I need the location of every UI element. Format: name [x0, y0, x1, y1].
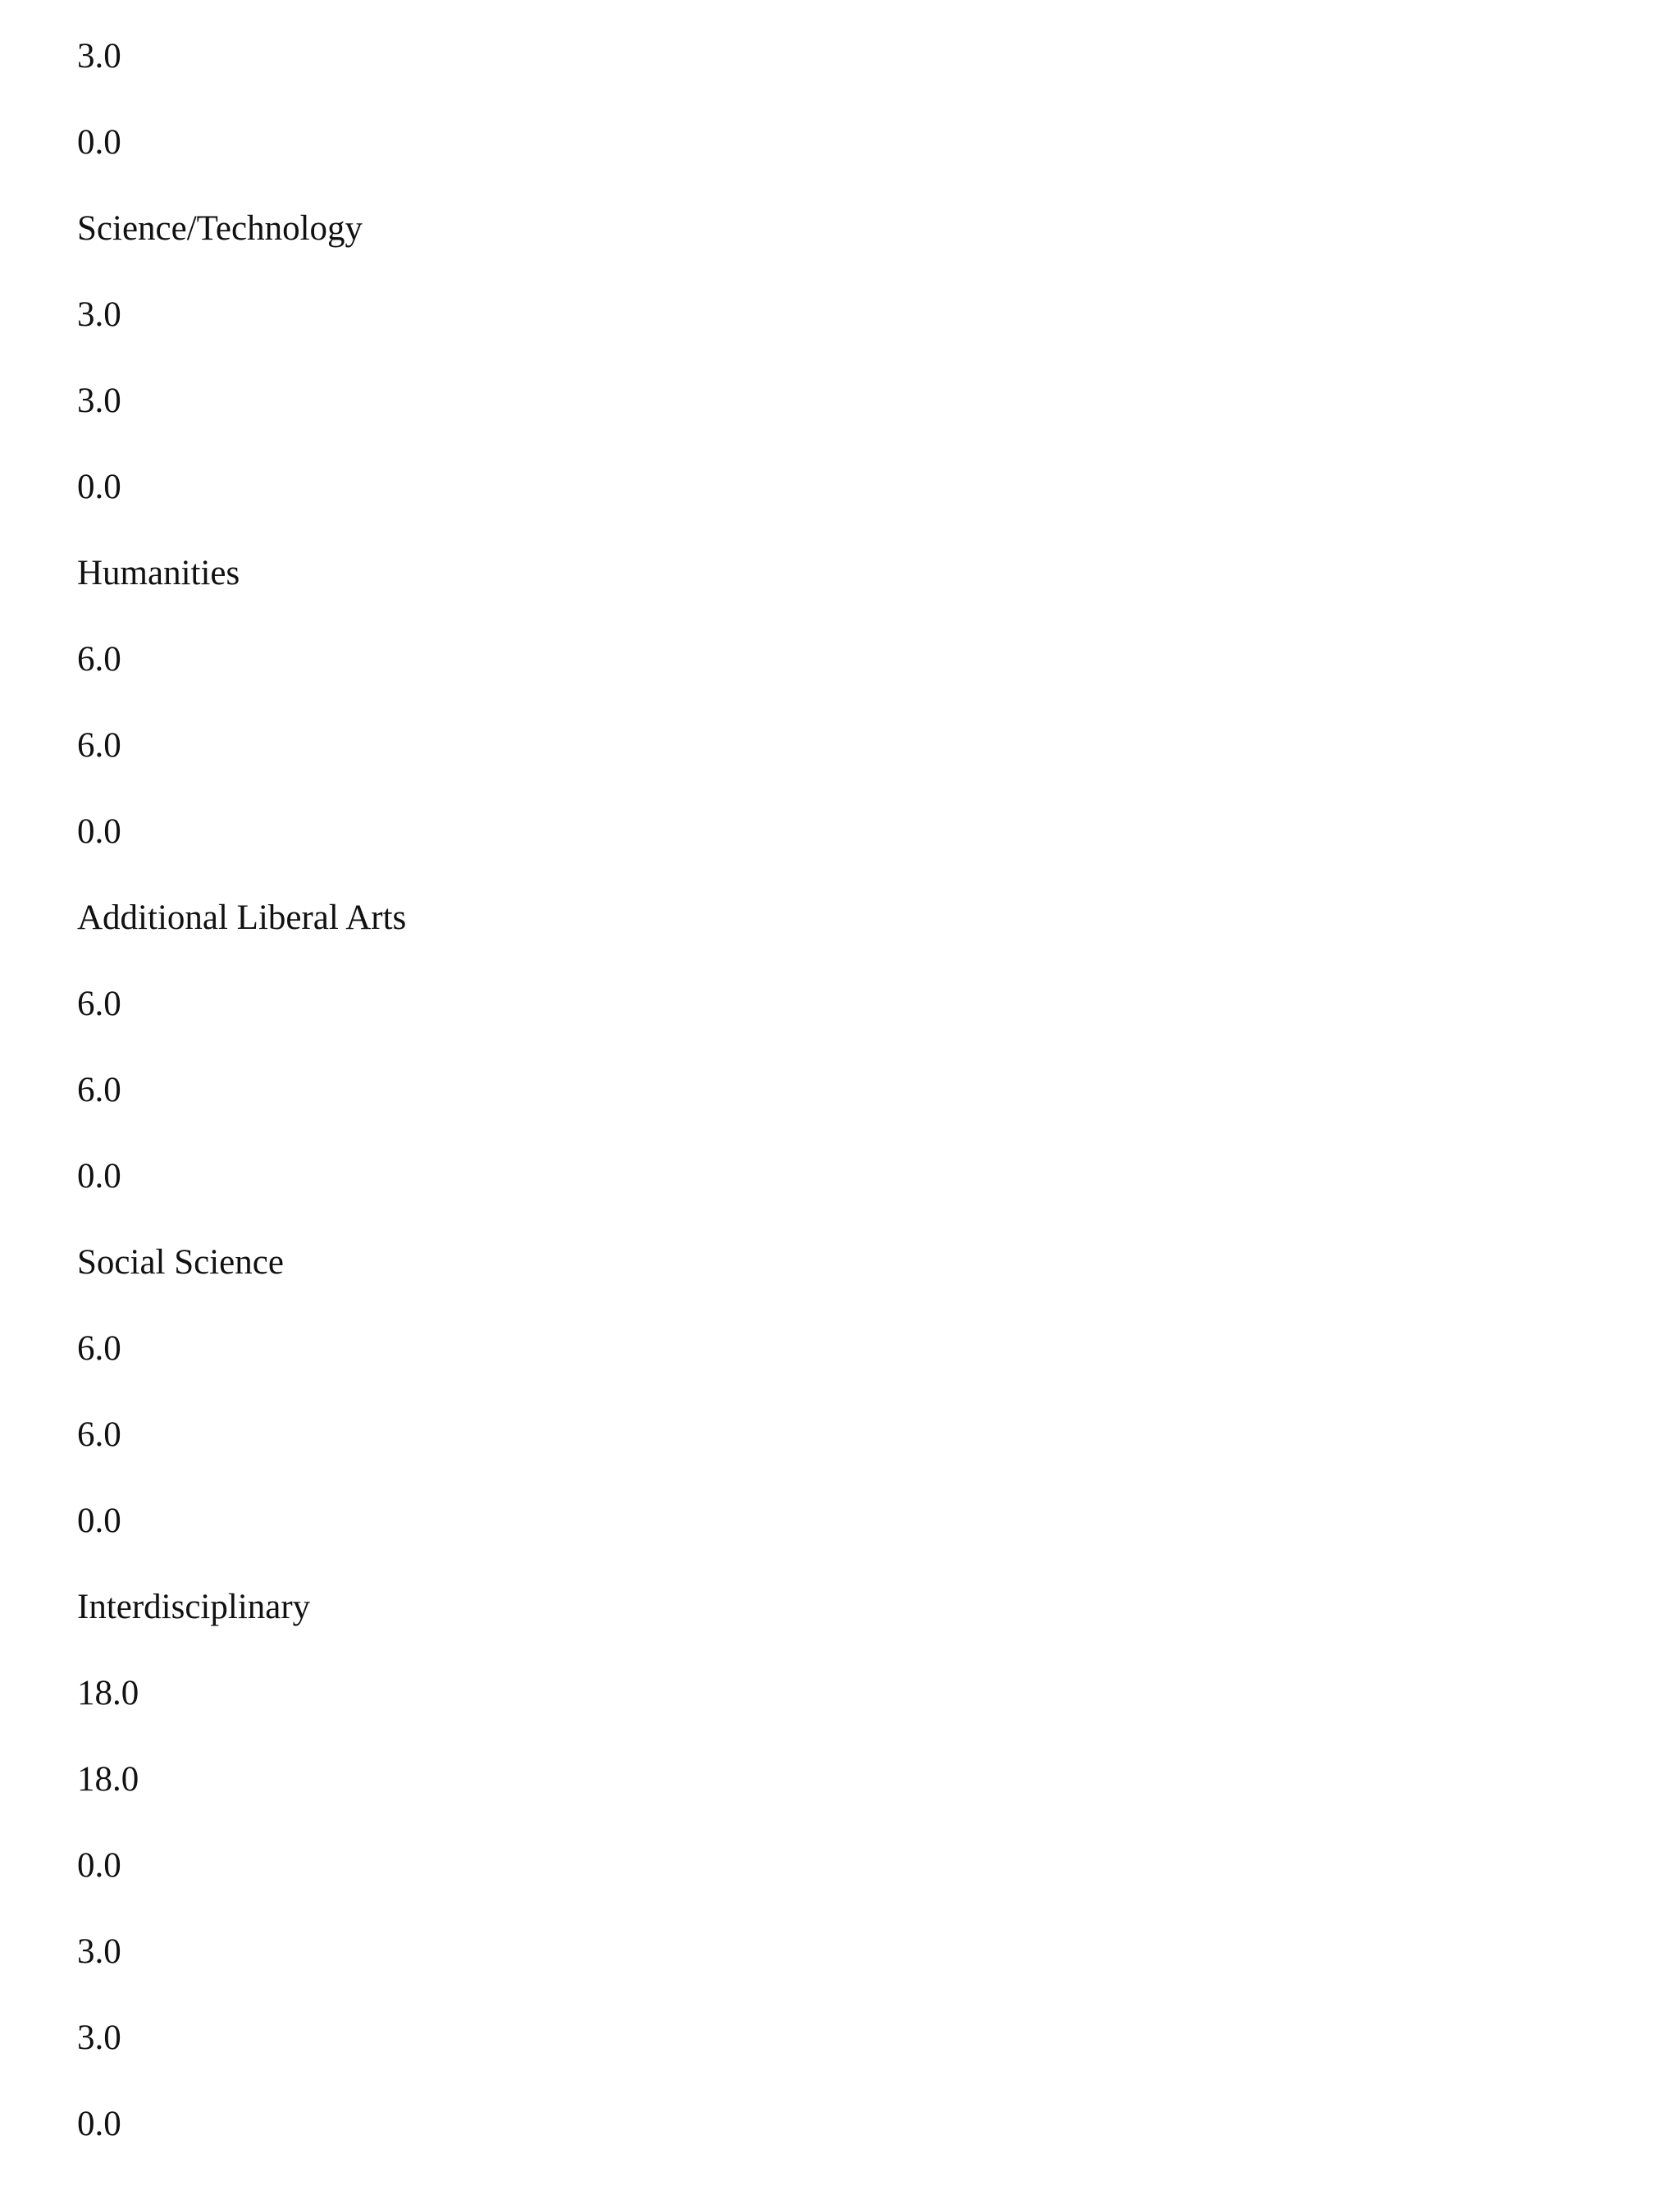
credit-value: 0.0 [77, 2105, 121, 2143]
credit-value: 3.0 [77, 1932, 121, 1971]
credit-value: 6.0 [77, 726, 121, 765]
credit-value: 6.0 [77, 1415, 121, 1454]
credit-value: 3.0 [77, 382, 121, 420]
document-content [77, 36, 1603, 2190]
credit-value: 0.0 [77, 1846, 121, 1885]
category-label: Social Science [77, 1243, 284, 1282]
credit-value: 0.0 [77, 812, 121, 851]
credit-value: 6.0 [77, 640, 121, 679]
credit-value: 6.0 [77, 1071, 121, 1109]
credit-value: 0.0 [77, 468, 121, 506]
credit-value: 3.0 [77, 295, 121, 334]
category-label: Humanities [77, 554, 240, 592]
credit-value: 6.0 [77, 1329, 121, 1368]
credit-value: 0.0 [77, 1157, 121, 1196]
category-label: Science/Technology [77, 209, 363, 248]
credit-value: 18.0 [77, 1674, 139, 1712]
credit-value: 3.0 [77, 2019, 121, 2057]
credit-value: 0.0 [77, 123, 121, 162]
category-label: Additional Liberal Arts [77, 898, 407, 937]
category-label: Interdisciplinary [77, 1588, 311, 1626]
credit-value: 3.0 [77, 37, 121, 75]
credit-value: 6.0 [77, 985, 121, 1023]
credit-value: 0.0 [77, 1502, 121, 1540]
credit-value: 18.0 [77, 1760, 139, 1799]
